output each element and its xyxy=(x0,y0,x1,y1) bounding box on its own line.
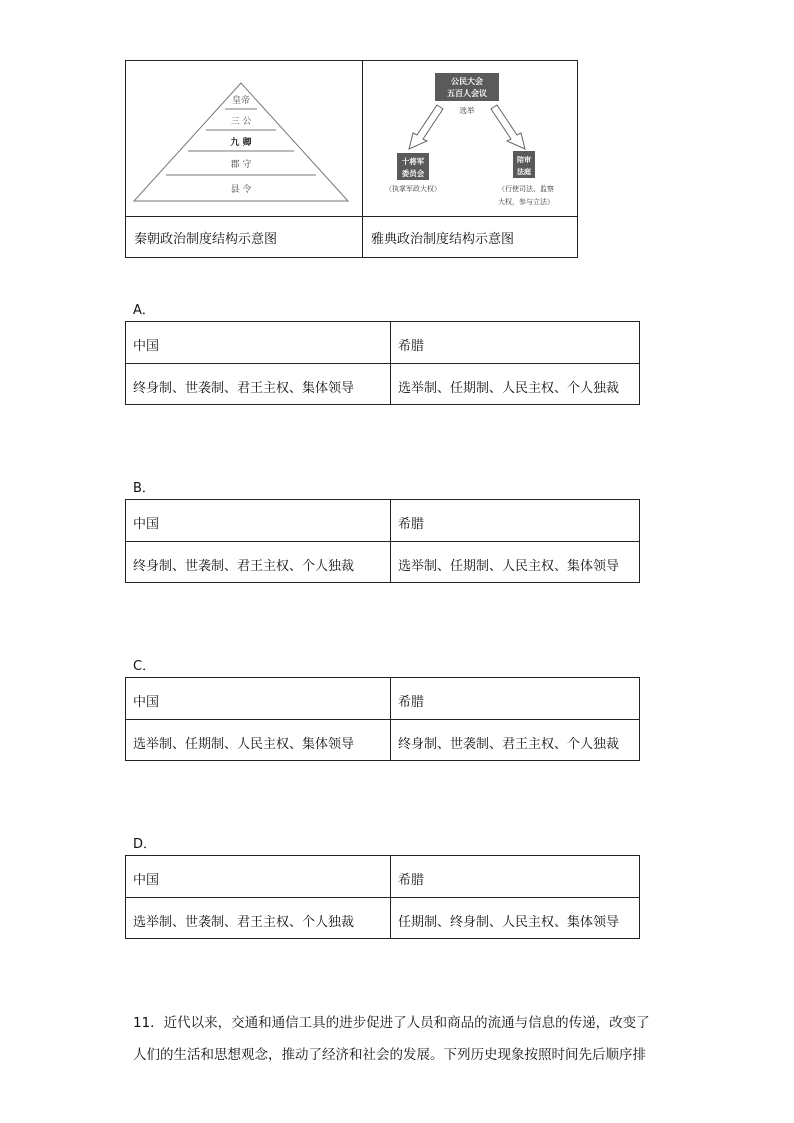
athens-caption: 雅典政治制度结构示意图 xyxy=(371,232,515,247)
header-greece: 希腊 xyxy=(398,339,425,354)
option-c-table xyxy=(125,677,640,761)
pyramid-level: 郡 守 xyxy=(230,160,252,170)
option-d-table xyxy=(125,855,640,939)
qin-caption: 秦朝政治制度结构示意图 xyxy=(134,232,278,247)
qin-pyramid-diagram xyxy=(126,61,362,216)
option-a-table xyxy=(125,321,640,405)
athens-caption-cell xyxy=(363,217,577,257)
pyramid-level: 九 卿 xyxy=(230,138,252,148)
athens-diagram xyxy=(363,61,576,216)
header-greece: 希腊 xyxy=(398,517,425,532)
committee-label: 委员会 xyxy=(401,169,425,178)
pyramid-level: 县 令 xyxy=(230,185,252,195)
header-china: 中国 xyxy=(133,517,160,532)
header-china: 中国 xyxy=(133,339,160,354)
pyramid-level: 三 公 xyxy=(230,117,252,127)
china-features: 终身制、世袭制、君王主权、集体领导 xyxy=(133,381,355,396)
elect-label: 选举 xyxy=(459,106,475,115)
generals-note: （执掌军政大权） xyxy=(385,185,441,193)
jury-note-2: 大权，参与立法） xyxy=(498,198,554,206)
qin-pyramid-cell xyxy=(126,61,363,217)
figure-table xyxy=(125,60,578,258)
greece-features: 选举制、任期制、人民主权、个人独裁 xyxy=(398,381,620,396)
option-a-letter[interactable]: A． xyxy=(133,303,155,318)
jury-note-1: （行使司法、监察 xyxy=(498,185,554,193)
court-label: 法庭 xyxy=(517,168,531,176)
council-label: 五百人会议 xyxy=(447,89,487,98)
option-c-letter[interactable]: C． xyxy=(133,659,156,674)
athens-diagram-cell xyxy=(363,61,577,217)
pyramid-level: 皇帝 xyxy=(231,96,251,106)
jury-label: 陪审 xyxy=(517,156,531,164)
option-b-letter[interactable]: B． xyxy=(133,481,155,496)
greece-features: 终身制、世袭制、君王主权、个人独裁 xyxy=(398,737,620,752)
china-features: 选举制、世袭制、君王主权、个人独裁 xyxy=(133,915,355,930)
qin-caption-cell xyxy=(126,217,363,257)
header-greece: 希腊 xyxy=(398,873,425,888)
question-11-line-1: 11．近代以来，交通和通信工具的进步促进了人员和商品的流通与信息的传递，改变了 xyxy=(133,1015,650,1031)
option-b-table xyxy=(125,499,640,583)
arrow-left xyxy=(409,105,443,149)
china-features: 选举制、任期制、人民主权、集体领导 xyxy=(133,737,355,752)
greece-features: 选举制、任期制、人民主权、集体领导 xyxy=(398,559,620,574)
header-greece: 希腊 xyxy=(398,695,425,710)
china-features: 终身制、世袭制、君王主权、个人独裁 xyxy=(133,559,355,574)
assembly-label: 公民大会 xyxy=(451,77,483,86)
generals-label: 十将军 xyxy=(401,157,425,166)
arrow-right xyxy=(491,105,525,149)
question-11-line-2: 人们的生活和思想观念，推动了经济和社会的发展。下列历史现象按照时间先后顺序排 xyxy=(133,1047,646,1063)
header-china: 中国 xyxy=(133,695,160,710)
option-d-letter[interactable]: D． xyxy=(133,837,157,852)
greece-features: 任期制、终身制、人民主权、集体领导 xyxy=(398,915,620,930)
header-china: 中国 xyxy=(133,873,160,888)
